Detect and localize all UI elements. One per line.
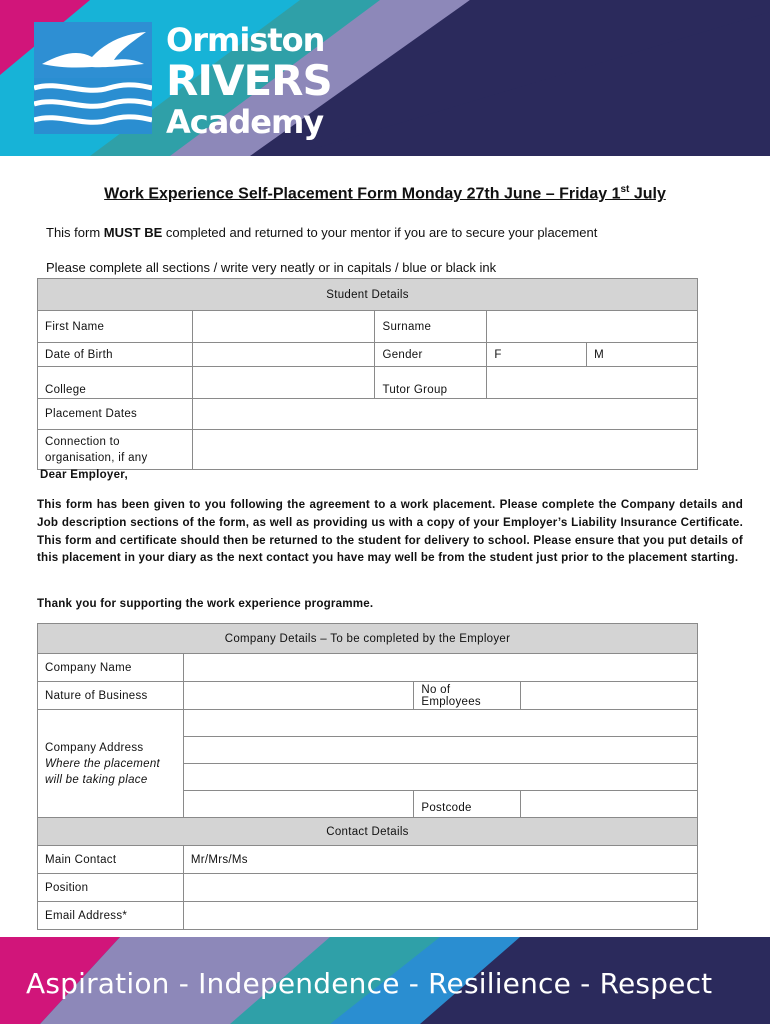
company-details-table bbox=[37, 623, 698, 930]
logo-emblem bbox=[34, 22, 152, 134]
address-line-4[interactable] bbox=[183, 791, 414, 818]
first-name-field[interactable] bbox=[192, 311, 375, 343]
employees-label: No of Employees bbox=[414, 682, 521, 710]
surname-label: Surname bbox=[375, 311, 487, 343]
college-field[interactable] bbox=[192, 367, 375, 399]
dear-employer: Dear Employer, bbox=[40, 469, 128, 481]
intro-line-1: This form MUST BE completed and returned to your mentor if you are to secure your placement bbox=[46, 225, 598, 240]
email-label: Email Address* bbox=[38, 902, 184, 930]
company-details-header: Company Details – To be completed by the Employer bbox=[38, 624, 698, 654]
placement-dates-field[interactable] bbox=[192, 399, 697, 430]
address-line-3[interactable] bbox=[183, 764, 697, 791]
logo-text-academy: Academy bbox=[166, 103, 324, 141]
company-name-field[interactable] bbox=[183, 654, 697, 682]
postcode-label: Postcode bbox=[414, 791, 521, 818]
main-contact-field[interactable]: Mr/Mrs/Ms bbox=[183, 846, 697, 874]
address-line-1[interactable] bbox=[183, 710, 697, 737]
company-address-label: Company Address Where the placement will be taking place bbox=[38, 710, 184, 818]
gender-m-option[interactable]: M bbox=[587, 343, 698, 367]
letter-body: This form has been given to you following the agreement to a work placement. Please complete the Company details and Job description sections of the form, as well as providing us with a copy of your Employer’s Liability Insurance Certificate. This form and certificate should then be returned to the student for delivery to school. Please ensure that you put details of this placement in your diary as the next contact you have may well be from the student just prior to the placement starting. bbox=[37, 498, 743, 565]
position-field[interactable] bbox=[183, 874, 697, 902]
contact-details-header: Contact Details bbox=[38, 818, 698, 846]
logo-text-rivers: RIVERS bbox=[166, 56, 332, 105]
intro-line-2: Please complete all sections / write very neatly or in capitals / blue or black ink bbox=[46, 260, 497, 275]
main-contact-label: Main Contact bbox=[38, 846, 184, 874]
postcode-field[interactable] bbox=[521, 791, 698, 818]
company-name-label: Company Name bbox=[38, 654, 184, 682]
student-details-table bbox=[37, 278, 698, 470]
connection-field[interactable] bbox=[192, 430, 697, 470]
nature-of-business-field[interactable] bbox=[183, 682, 414, 710]
footer-motto: Aspiration - Independence - Resilience - Respect bbox=[26, 967, 713, 1000]
thank-you-line: Thank you for supporting the work experience programme. bbox=[37, 597, 374, 610]
tutor-group-label: Tutor Group bbox=[375, 367, 487, 399]
dob-field[interactable] bbox=[192, 343, 375, 367]
logo-text-ormiston: Ormiston bbox=[166, 21, 325, 59]
nature-of-business-label: Nature of Business bbox=[38, 682, 184, 710]
college-label: College bbox=[38, 367, 193, 399]
placement-dates-label: Placement Dates bbox=[38, 399, 193, 430]
dob-label: Date of Birth bbox=[38, 343, 193, 367]
form-title: Work Experience Self-Placement Form Monday 27th June – Friday 1st July bbox=[104, 184, 666, 203]
position-label: Position bbox=[38, 874, 184, 902]
connection-label: Connection to organisation, if any bbox=[38, 430, 193, 470]
surname-field[interactable] bbox=[487, 311, 698, 343]
employees-field[interactable] bbox=[521, 682, 698, 710]
address-line-2[interactable] bbox=[183, 737, 697, 764]
first-name-label: First Name bbox=[38, 311, 193, 343]
email-field[interactable] bbox=[183, 902, 697, 930]
gender-label: Gender bbox=[375, 343, 487, 367]
tutor-group-field[interactable] bbox=[487, 367, 698, 399]
student-details-header: Student Details bbox=[38, 279, 698, 311]
gender-f-option[interactable]: F bbox=[487, 343, 587, 367]
header-banner bbox=[0, 0, 770, 156]
